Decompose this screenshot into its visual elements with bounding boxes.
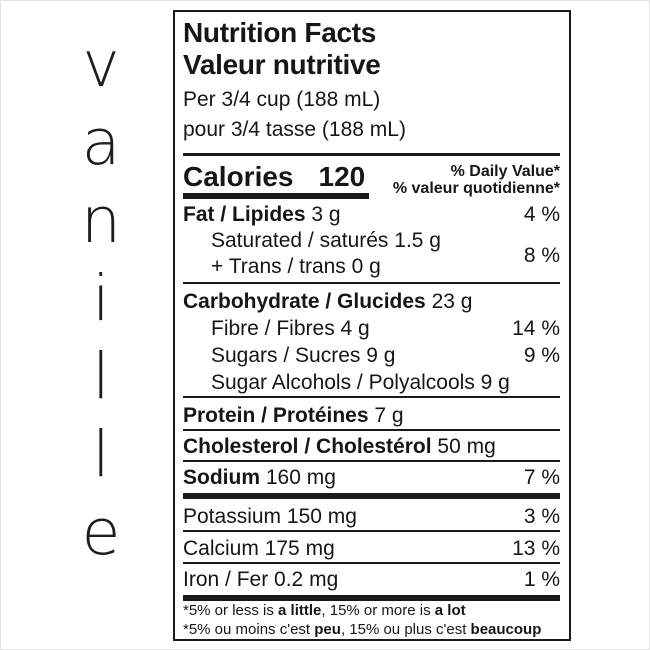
daily-value-header-en: % Daily Value* [450,163,560,180]
footnote-bold: peu [314,621,341,638]
thick-separator-bar [183,493,560,499]
nutrient-row-carbohydrate [183,288,560,315]
nutrient-amount: 150 mg [286,505,357,528]
nutrient-row-saturated-trans [183,228,560,280]
nutrient-amount: 7 g [374,404,404,427]
nutrient-name: Saturated / saturés [211,229,389,252]
serving-size-fr: pour 3/4 tasse (188 mL) [183,118,406,141]
vertical-letter: v [82,28,120,101]
separator-rule [183,530,560,532]
nutrient-name: Sugars / Sucres [211,344,361,367]
nutrient-row-sugars [183,342,560,369]
vertical-letter: i [92,262,110,335]
nutrient-name: Carbohydrate / Glucides [183,290,426,313]
nutrient-amount: 0 g [351,255,381,278]
nutrient-name: Iron / Fer [183,568,269,591]
vertical-letter: l [92,340,110,413]
footnote-bold: a lot [434,602,466,619]
nutrient-row-trans [183,254,441,280]
daily-value-header [393,163,560,197]
label-title-fr: Valeur nutritive [183,49,381,80]
separator-rule [183,396,560,398]
calories-label: Calories [183,161,294,192]
nutrient-name: Fibre / Fibres [211,317,335,340]
nutrient-amount: 1.5 g [394,229,441,252]
nutrient-amount: 9 g [480,371,510,394]
nutrient-name: Cholesterol / Cholestérol [183,435,432,458]
footnote-bold: beaucoup [470,621,542,638]
nutrient-percent: 3 % [523,505,560,528]
nutrient-percent: 4 % [523,203,560,226]
nutrient-name: Protein / Protéines [183,404,369,427]
vertical-letter: n [81,184,121,257]
product-name-vertical [62,26,140,572]
footnote-fr [183,620,560,639]
nutrition-facts-label [173,10,571,641]
footnote-bold: a little [278,602,322,619]
nutrient-row-potassium [183,503,560,530]
nutrient-name: + Trans / trans [211,255,346,278]
nutrient-name: Calcium [183,537,259,560]
nutrient-amount: 0.2 mg [274,568,339,591]
nutrient-name: Sugar Alcohols / Polyalcools [211,371,475,394]
footnote-text: , 15% ou plus c'est [340,621,471,638]
nutrient-amount: 9 g [366,344,396,367]
nutrient-row-saturated [183,228,441,254]
nutrient-row-fibre [183,315,560,342]
nutrient-row-protein [183,402,560,429]
serving-size-en: Per 3/4 cup (188 mL) [183,88,381,111]
calories-row [183,163,369,199]
daily-value-header-fr: % valeur quotidienne* [392,180,560,197]
vertical-letter: l [92,418,110,491]
nutrient-row-cholesterol [183,433,560,460]
nutrient-row-sugar-alcohols [183,369,560,396]
nutrient-amount: 23 g [431,290,473,313]
separator-rule [183,460,560,462]
nutrient-name: Fat / Lipides [183,203,306,226]
nutrient-amount: 175 mg [264,537,335,560]
label-title-en: Nutrition Facts [183,17,377,48]
nutrient-percent: 14 % [512,317,560,340]
nutrient-amount: 160 mg [265,466,336,489]
footnote-text: *5% or less is [183,602,279,619]
nutrient-amount: 3 g [311,203,341,226]
nutrient-name: Potassium [183,505,282,528]
nutrient-amount: 4 g [340,317,370,340]
nutrient-percent: 8 % [523,244,560,267]
footnote-en [183,601,560,620]
calories-value: 120 [318,161,366,192]
separator-rule [183,562,560,564]
vertical-letter: a [81,106,121,179]
nutrient-row-fat [183,201,560,228]
calories-section [183,156,560,199]
footnote-text: *5% ou moins c'est [183,621,315,638]
nutrient-percent: 9 % [523,344,560,367]
nutrient-percent: 1 % [523,568,560,591]
nutrient-percent: 13 % [512,537,560,560]
nutrient-amount: 50 mg [437,435,496,458]
vertical-letter: e [81,496,121,569]
nutrient-row-sodium [183,464,560,491]
nutrient-row-iron [183,566,560,593]
footnote-text: , 15% or more is [321,602,435,619]
separator-rule [183,282,560,284]
separator-rule [183,429,560,431]
nutrient-percent: 7 % [523,466,560,489]
nutrient-row-calcium [183,535,560,562]
nutrient-name: Sodium [183,466,260,489]
